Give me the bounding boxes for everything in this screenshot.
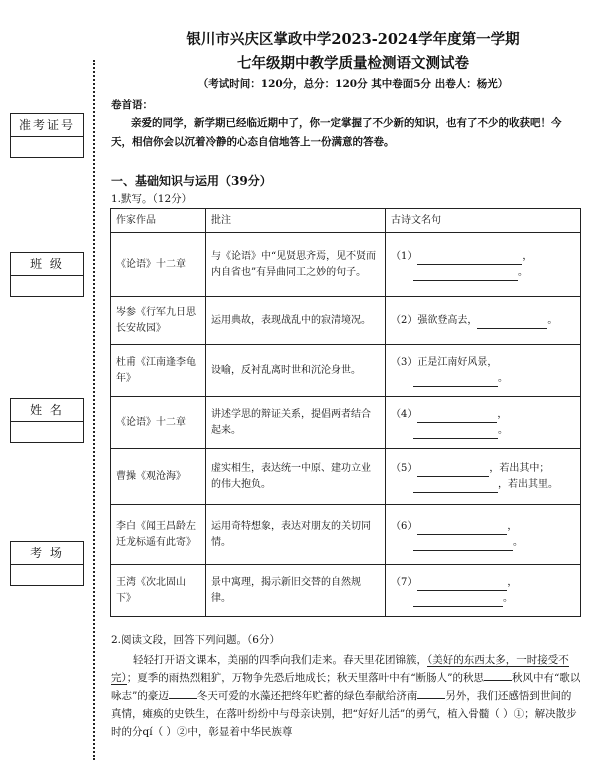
note-cell: 运用典故，表现战乱中的寂清境况。 (206, 297, 386, 345)
paper-title-line2: 七年级期中教学质量检测语文测试卷 (237, 55, 469, 72)
name-label: 姓 名 (11, 399, 83, 422)
work-cell: 曹操《观沧海》 (111, 449, 206, 505)
answer-cell[interactable]: （1） ， 。 (386, 233, 581, 297)
exam-room-label: 考 场 (11, 542, 83, 565)
q2-passage: 轻轻打开语文课本，美丽的四季向我们走来。春天里花团锦簇，（美好的东西太多，一时接受不完）；夏季的雨热烈粗犷，万物争先恐后地成长；秋天里落叶中有“断肠人”的秋思 秋风中有“歌以咏志”的豪迈 冬天可爱的水藻还把终年贮蓄的绿色奉献给济南 另外，我们还感悟到世间的真情，瘫痪的史铁生，在落叶纷纷中与母亲诀别，把“好好儿活”的勇气，植入骨髓（ ）①；解决散步时的分qí（ ）②中，彰显着中华民族尊 (111, 654, 581, 738)
note-cell: 讲述学思的辩证关系，提倡两者结合起来。 (206, 397, 386, 449)
answer-cell[interactable]: （5） ，若出其中； ，若出其里。 (386, 449, 581, 505)
note-cell: 虚实相生，表达统一中原、建功立业的伟大抱负。 (206, 449, 386, 505)
exam-id-box (10, 113, 84, 158)
punctuation-blank[interactable] (417, 688, 445, 699)
answer-blank[interactable] (413, 539, 513, 551)
exam-id-label: 准考证号 (11, 114, 83, 137)
punctuation-blank[interactable] (169, 688, 197, 699)
answer-blank[interactable] (413, 481, 498, 493)
answer-blank[interactable] (417, 411, 497, 423)
answer-cell[interactable]: （2）强欲登高去， 。 (386, 297, 581, 345)
work-cell: 杜甫《江南逢李龟年》 (111, 345, 206, 397)
answer-blank[interactable] (413, 595, 503, 607)
name-box (10, 398, 84, 443)
answer-blank[interactable] (417, 253, 522, 265)
answer-blank[interactable] (413, 427, 498, 439)
exam-room-field[interactable] (11, 565, 83, 585)
answer-cell[interactable]: （6） ， 。 (386, 505, 581, 565)
poem-table (110, 208, 581, 617)
note-cell: 与《论语》中“见贤思齐焉，见不贤而内自省也”有异曲同工之妙的句子。 (206, 233, 386, 297)
q1-label: 1.默写。（12分） (111, 193, 193, 205)
table-row (111, 397, 581, 449)
header-quote: 古诗文名句 (386, 209, 581, 233)
answer-blank[interactable] (417, 579, 507, 591)
header-note: 批注 (206, 209, 386, 233)
note-cell: 运用奇特想象，表达对朋友的关切同情。 (206, 505, 386, 565)
table-row (111, 505, 581, 565)
table-row (111, 297, 581, 345)
exam-room-box (10, 541, 84, 586)
underlined-phrase: （美好的东西太多，一时接受不完） (111, 654, 569, 684)
q2-label: 2.阅读文段，回答下列问题。（6分） (111, 634, 280, 646)
table-row (111, 345, 581, 397)
table-row (111, 565, 581, 617)
note-cell: 景中寓理，揭示新旧交替的自然规律。 (206, 565, 386, 617)
answer-blank[interactable] (413, 375, 498, 387)
intro-label: 卷首语： (111, 99, 153, 111)
work-cell: 王湾《次北固山下》 (111, 565, 206, 617)
answer-blank[interactable] (417, 523, 507, 535)
answer-blank[interactable] (477, 317, 547, 329)
answer-blank[interactable] (413, 269, 518, 281)
table-row (111, 449, 581, 505)
intro-text: 亲爱的同学，新学期已经临近期中了，你一定掌握了不少新的知识，也有了不少的收获吧！今天，相信你会以沉着冷静的心态自信地答上一份满意的答卷。 (111, 117, 562, 148)
paper-title-line1: 银川市兴庆区掌政中学2023-2024学年度第一学期 (186, 31, 520, 48)
paper-subtitle: （考试时间：120分，总分：120分 其中卷面5分 出卷人：杨光） (197, 78, 509, 90)
table-header-row (111, 209, 581, 233)
class-box (10, 252, 84, 297)
answer-cell[interactable]: （4） ， 。 (386, 397, 581, 449)
answer-cell[interactable]: （3）正是江南好风景， 。 (386, 345, 581, 397)
punctuation-blank[interactable] (484, 670, 512, 681)
work-cell: 《论语》十二章 (111, 233, 206, 297)
answer-cell[interactable]: （7） ， 。 (386, 565, 581, 617)
section1-heading: 一、基础知识与运用（39分） (111, 174, 272, 188)
table-row (111, 233, 581, 297)
answer-blank[interactable] (417, 465, 489, 477)
name-field[interactable] (11, 422, 83, 442)
binding-line (93, 60, 95, 760)
work-cell: 李白《闻王昌龄左迁龙标遥有此寄》 (111, 505, 206, 565)
header-work: 作家作品 (111, 209, 206, 233)
work-cell: 《论语》十二章 (111, 397, 206, 449)
class-label: 班 级 (11, 253, 83, 276)
exam-id-field[interactable] (11, 137, 83, 157)
note-cell: 设喻，反衬乱离时世和沉沦身世。 (206, 345, 386, 397)
class-field[interactable] (11, 276, 83, 296)
work-cell: 岑参《行军九日思长安故园》 (111, 297, 206, 345)
